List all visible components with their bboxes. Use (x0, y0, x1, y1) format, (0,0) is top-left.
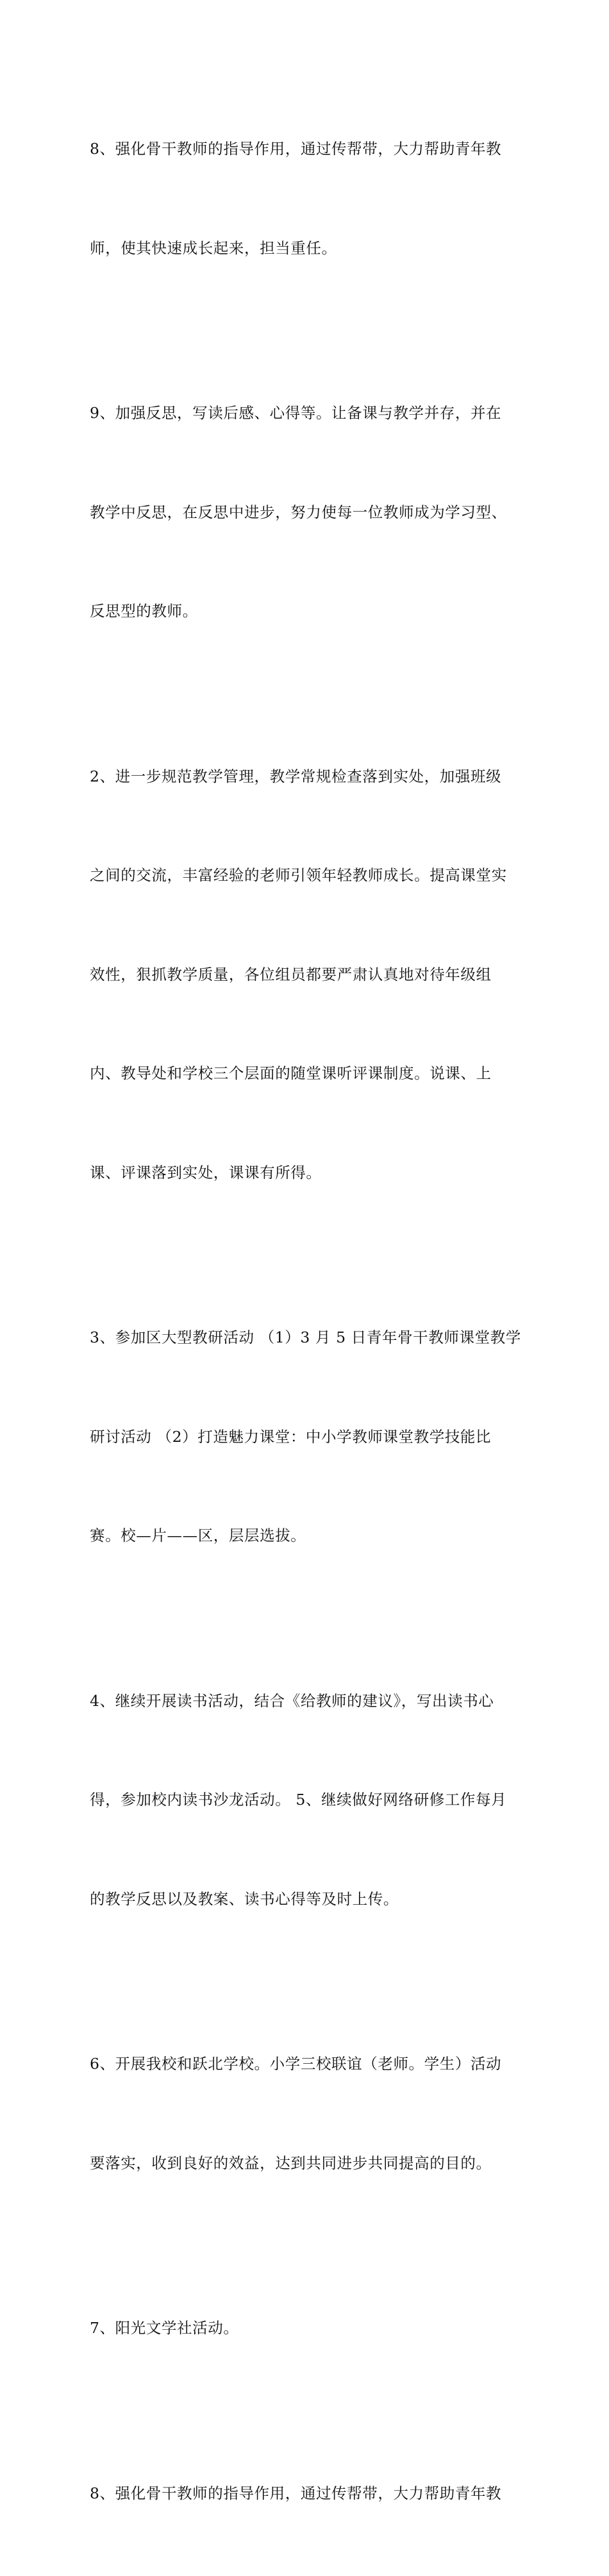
text-line: 教学中反思，在反思中进步，努力使每一位教师成为学习型、 (90, 496, 526, 530)
paragraph-item-2 (90, 694, 526, 1256)
text-line: 反思型的教师。 (90, 595, 526, 628)
text-line: 效性，狠抓教学质量，各位组员都要严肃认真地对待年级组 (90, 958, 526, 992)
paragraph-item-4 (90, 1619, 526, 1982)
text-line: 7、阳光文学社活动。 (90, 2312, 526, 2345)
paragraph-item-3 (90, 1255, 526, 1619)
text-line: 6、开展我校和跃北学校。小学三校联谊（老师。学生）活动 (90, 2048, 526, 2081)
text-line: 研讨活动 （2）打造魅力课堂：中小学教师课堂教学技能比 (90, 1421, 526, 1454)
text-line: 课、评课落到实处，课课有所得。 (90, 1157, 526, 1190)
text-line: 赛。校—片——区，层层选拔。 (90, 1519, 526, 1553)
text-line: 要落实，收到良好的效益，达到共同进步共同提高的目的。 (90, 2147, 526, 2180)
paragraph-item-7 (90, 2246, 526, 2411)
paragraph-item-9 (90, 331, 526, 694)
text-line: 师，使其快速成长起来，担当重任。 (90, 232, 526, 265)
paragraph-item-8 (90, 67, 526, 331)
document-body (90, 67, 526, 2576)
text-line: 内、教导处和学校三个层面的随堂课听评课制度。说课、上 (90, 1057, 526, 1091)
text-line: 3、参加区大型教研活动 （1）3 月 5 日青年骨干教师课堂教学 (90, 1321, 526, 1355)
text-line: 2、进一步规范教学管理，教学常规检查落到实处，加强班级 (90, 760, 526, 794)
document-page (0, 0, 609, 788)
text-line: 的教学反思以及教案、读书心得等及时上传。 (90, 1883, 526, 1916)
paragraph-item-6 (90, 1982, 526, 2246)
text-line: 得，参加校内读书沙龙活动。 5、继续做好网络研修工作每月 (90, 1784, 526, 1817)
text-line: 8、强化骨干教师的指导作用，通过传帮带，大力帮助青年教 (90, 133, 526, 166)
paragraph-item-8-repeat (90, 2411, 526, 2576)
text-line: 8、强化骨干教师的指导作用，通过传帮带，大力帮助青年教 (90, 2477, 526, 2511)
text-line: 4、继续开展读书活动，结合《给教师的建议》，写出读书心 (90, 1685, 526, 1718)
text-line: 9、加强反思，写读后感、心得等。让备课与教学并存，并在 (90, 397, 526, 430)
text-line: 之间的交流，丰富经验的老师引领年轻教师成长。提高课堂实 (90, 859, 526, 892)
